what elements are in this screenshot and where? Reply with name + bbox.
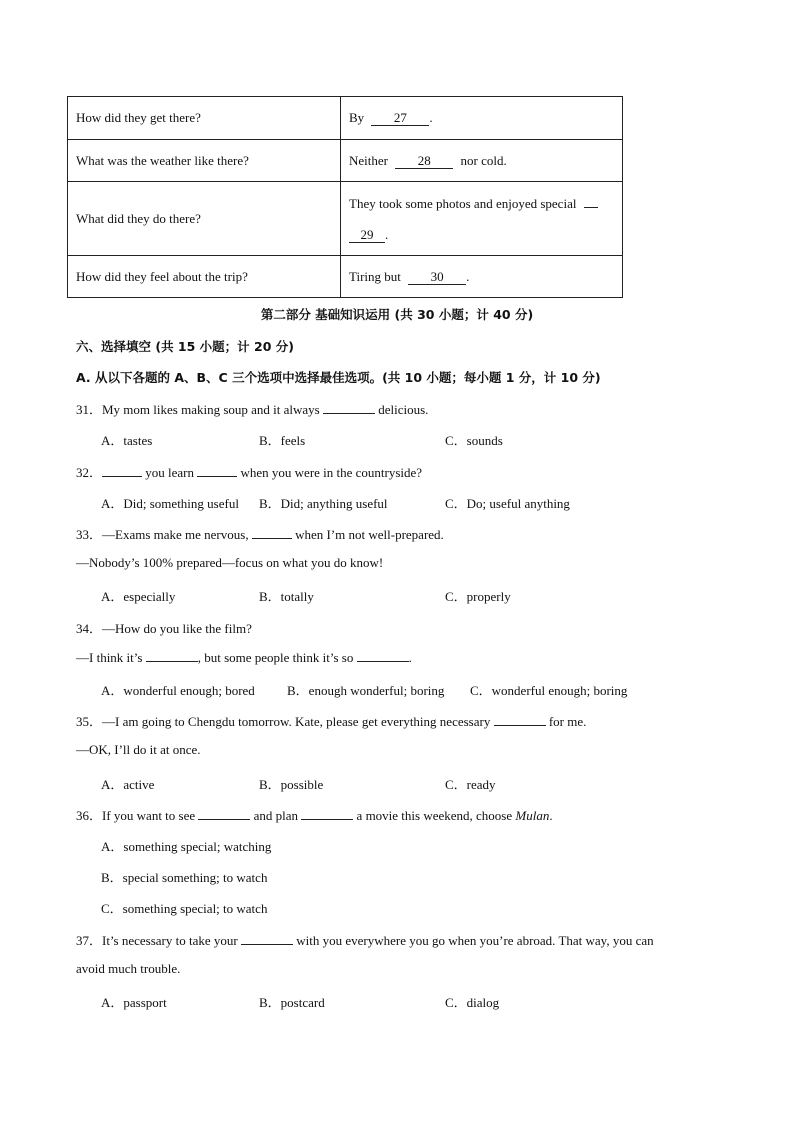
question-36-stem (76, 805, 553, 824)
table-row (68, 182, 623, 256)
stem-text: with you everywhere you go when you’re abroad. That way, you can (296, 933, 654, 948)
question-35-option-c: C．ready (445, 777, 496, 792)
blank-number: 30 (408, 270, 466, 285)
stem-text: 36．If you want to see (76, 808, 196, 823)
stem-text: you learn (145, 465, 194, 480)
answer-blank (357, 649, 409, 662)
question-31-option-a: A．tastes (101, 433, 153, 448)
question-34-option-a: A．wonderful enough; bored (101, 683, 255, 698)
stem-text: 33．—Exams make me nervous, (76, 527, 249, 542)
stem-text: when I’m not well-prepared. (295, 527, 444, 542)
answer-text: They took some photos and enjoyed special (349, 195, 577, 211)
stem-text: 37．It’s necessary to take your (76, 933, 238, 948)
question-31-option-b: B．feels (259, 433, 306, 448)
answer-blank (301, 807, 353, 820)
answer-text: nor cold. (460, 152, 507, 168)
stem-text: 32． (76, 465, 103, 480)
answer-blank (323, 401, 375, 414)
question-31-option-c: C．sounds (445, 433, 503, 448)
question-35-stem (76, 711, 586, 730)
stem-text: delicious. (378, 402, 429, 417)
question-35-reply: —OK, I’ll do it at once. (76, 742, 201, 757)
question-37-stem-cont: avoid much trouble. (76, 961, 181, 976)
section6-title: 六、选择填空 (共 15 小题；计 20 分) (76, 339, 294, 354)
question-34-option-b: B．enough wonderful; boring (287, 683, 445, 698)
table-question-cell: What was the weather like there? (68, 140, 341, 182)
table-answer-cell (341, 256, 623, 298)
movie-title: Mulan (515, 808, 550, 823)
question-35-option-b: B．possible (259, 777, 324, 792)
question-37-option-b: B．postcard (259, 995, 325, 1010)
table-row (68, 97, 623, 140)
answer-blank (102, 464, 142, 477)
stem-text: a movie this weekend, choose (356, 808, 513, 823)
question-34-stem: 34．—How do you like the film? (76, 621, 252, 636)
stem-text: . (549, 808, 553, 823)
question-33-option-b: B．totally (259, 589, 314, 604)
answer-text: . (466, 268, 470, 284)
question-31-stem (76, 399, 428, 418)
stem-text: —I think it’s (76, 650, 143, 665)
question-32-option-c: C．Do; useful anything (445, 496, 570, 511)
question-37-option-c: C．dialog (445, 995, 500, 1010)
answer-text: . (429, 110, 433, 125)
sectionA-title: A. 从以下各题的 A、B、C 三个选项中选择最佳选项。(共 10 小题；每小题 1 分，计 10 分) (76, 370, 601, 385)
table-answer-cell (341, 140, 623, 182)
blank-line (584, 195, 598, 208)
question-32-option-b: B．Did; anything useful (259, 496, 388, 511)
blank-number: 29 (349, 228, 385, 243)
question-34-reply (76, 649, 412, 666)
answer-text: Neither (349, 152, 388, 168)
question-33-reply: —Nobody’s 100% prepared—focus on what you do know! (76, 555, 384, 570)
question-33-option-c: C．properly (445, 589, 511, 604)
answer-blank (198, 807, 250, 820)
answer-blank (197, 464, 237, 477)
stem-text: and plan (253, 808, 299, 823)
answer-text: Tiring but (349, 268, 401, 284)
table-question-cell: How did they get there? (68, 97, 341, 140)
stem-text: , but some people think it’s so (197, 650, 354, 665)
question-36-option-c: C．something special; to watch (101, 901, 268, 916)
stem-text: . (408, 650, 412, 665)
stem-text: 31．My mom likes making soup and it always (76, 402, 320, 417)
question-32-stem (76, 462, 422, 481)
blank-number: 28 (395, 154, 453, 169)
question-32-option-a: A．Did; something useful (101, 496, 239, 511)
answer-blank (146, 649, 198, 662)
question-35-option-a: A．active (101, 777, 155, 792)
trip-info-table (67, 96, 623, 298)
question-36-option-b: B．special something; to watch (101, 870, 268, 885)
table-question-cell: How did they feel about the trip? (68, 256, 341, 298)
answer-blank (494, 713, 546, 726)
stem-text: for me. (548, 714, 587, 729)
stem-text: 35．—I am going to Chengdu tomorrow. Kate, please get everything necessary (76, 714, 491, 729)
question-37-option-a: A．passport (101, 995, 167, 1010)
question-34-option-c: C．wonderful enough; boring (470, 683, 628, 698)
table-row (68, 256, 623, 298)
question-36-option-a: A．something special; watching (101, 839, 272, 854)
question-33-stem (76, 524, 444, 543)
table-question-cell: What did they do there? (68, 182, 341, 256)
question-33-option-a: A．especially (101, 589, 176, 604)
blank-number: 27 (371, 111, 429, 126)
question-37-stem (76, 930, 654, 949)
answer-text: By (349, 110, 365, 125)
answer-blank (241, 932, 293, 945)
table-answer-cell (341, 97, 623, 140)
table-row (68, 140, 623, 182)
answer-text: . (385, 226, 389, 242)
table-answer-cell (341, 182, 623, 256)
stem-text: when you were in the countryside? (240, 465, 423, 480)
answer-blank (252, 526, 292, 539)
part2-title: 第二部分 基础知识运用 (共 30 小题；计 40 分) (260, 307, 534, 322)
